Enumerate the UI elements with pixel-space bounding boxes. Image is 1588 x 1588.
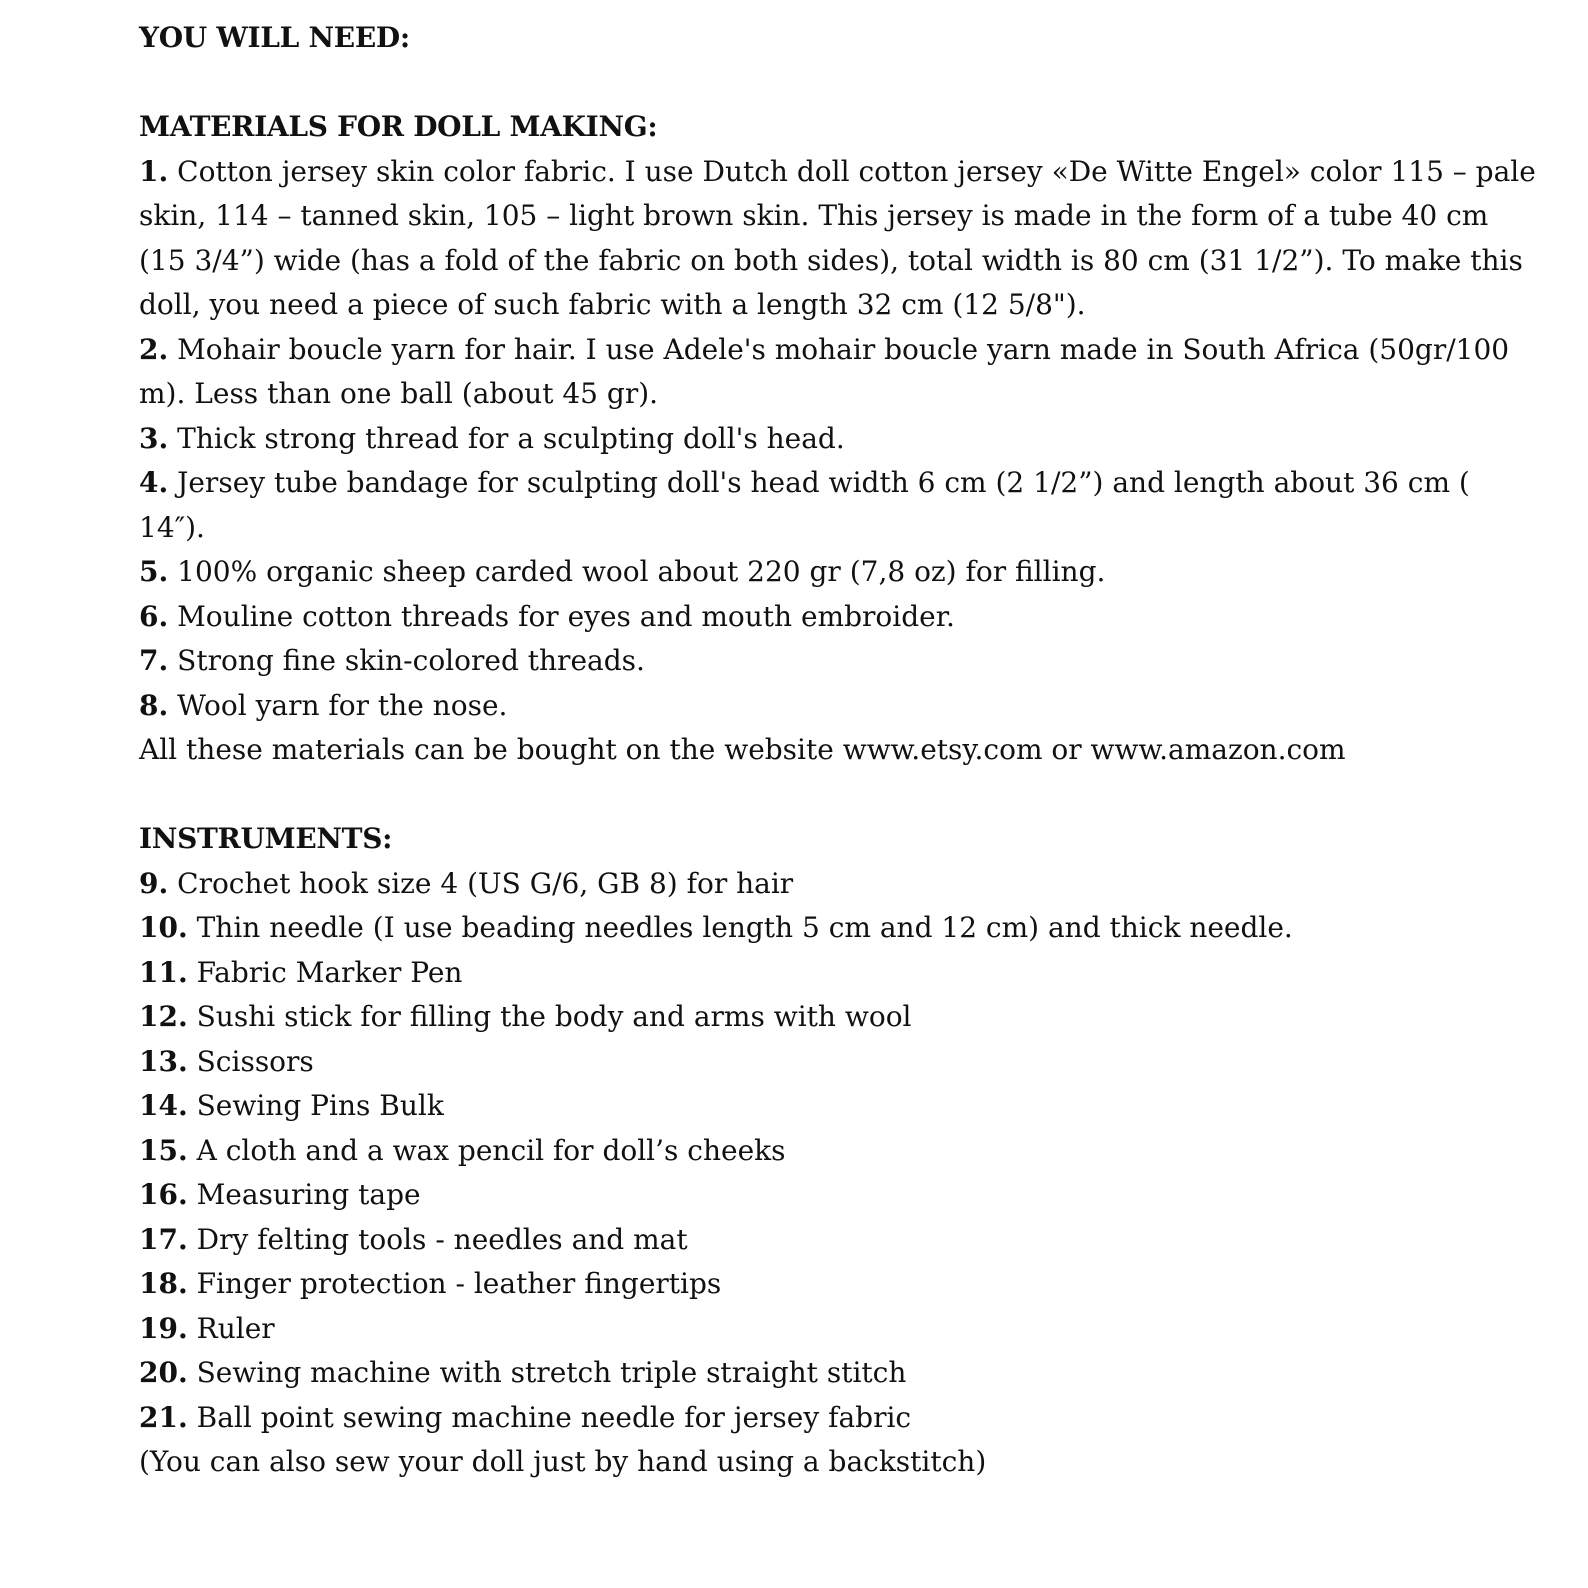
item-number: 10. [139, 911, 188, 944]
item-text: 100% organic sheep carded wool about 220 gr (7,8 oz) for filling. [177, 555, 1106, 588]
item-number: 13. [139, 1044, 188, 1078]
instrument-item [139, 862, 1539, 907]
instrument-item [139, 1351, 1539, 1396]
heading-materials: MATERIALS FOR DOLL MAKING: [139, 110, 658, 143]
instruments-hand-sewing-note: (You can also sew your doll just by hand using a backstitch) [139, 1445, 987, 1478]
item-text: Thin needle (I use beading needles length 5 cm and 12 cm) and thick needle. [196, 911, 1293, 944]
item-text: Finger protection - leather fingertips [196, 1267, 722, 1300]
item-number: 2. [139, 332, 169, 366]
material-item [139, 595, 1539, 640]
item-number: 12. [139, 1000, 188, 1033]
item-text: Jersey tube bandage for sculpting doll's head width 6 cm (2 1/2”) and length about 36 cm ( 14″). [139, 466, 1470, 544]
item-number: 19. [139, 1311, 188, 1345]
material-item [139, 461, 1539, 550]
item-number: 4. [139, 466, 169, 499]
item-text: A cloth and a wax pencil for doll’s cheeks [196, 1133, 786, 1167]
instrument-item [139, 1173, 1539, 1218]
item-number: 11. [139, 955, 188, 989]
material-item [139, 417, 1539, 462]
material-item [139, 328, 1539, 417]
item-number: 9. [139, 866, 169, 900]
material-item [139, 684, 1539, 729]
spacer [139, 61, 1539, 106]
item-text: Cotton jersey skin color fabric. I use Dutch doll cotton jersey «De Witte Engel» color 115 – pale skin, 114 – tanned skin, 105 – light brown skin. This jersey is made in the form of a tube 40 cm (15 3/4”) wide (has a fold of the fabric on both sides), total width is 80 cm (31 1/2”). To make this doll, you need a piece of such fabric with a length 32 cm (12 5/8"). [139, 154, 1536, 321]
material-item [139, 150, 1539, 328]
material-item [139, 550, 1539, 595]
item-text: Mohair boucle yarn for hair. I use Adele's mohair boucle yarn made in South Africa (50gr/100 m). Less than one ball (about 45 gr). [139, 332, 1510, 410]
heading-instruments: INSTRUMENTS: [139, 822, 393, 855]
item-number: 15. [139, 1133, 188, 1167]
instrument-item [139, 1262, 1539, 1307]
instrument-item [139, 1129, 1539, 1174]
item-number: 21. [139, 1400, 188, 1434]
instrument-item [139, 906, 1539, 951]
item-text: Sushi stick for filling the body and arms with wool [196, 1000, 912, 1033]
materials-purchase-note: All these materials can be bought on the website www.etsy.com or www.amazon.com [139, 733, 1346, 766]
instrument-item [139, 1218, 1539, 1263]
item-text: Crochet hook size 4 (US G/6, GB 8) for hair [177, 866, 794, 900]
item-number: 1. [139, 154, 169, 188]
instrument-item [139, 1307, 1539, 1352]
item-number: 14. [139, 1089, 188, 1122]
item-number: 3. [139, 421, 169, 455]
spacer [139, 773, 1539, 818]
instrument-item [139, 1396, 1539, 1441]
heading-you-will-need: YOU WILL NEED: [139, 21, 410, 54]
instrument-item [139, 995, 1539, 1040]
instrument-item [139, 1084, 1539, 1129]
instrument-item [139, 951, 1539, 996]
item-text: Fabric Marker Pen [196, 955, 463, 989]
item-text: Mouline cotton threads for eyes and mouth embroider. [177, 599, 955, 633]
item-text: Ruler [196, 1311, 275, 1345]
document-page [139, 16, 1539, 1485]
item-number: 6. [139, 599, 169, 633]
item-number: 17. [139, 1222, 188, 1256]
item-number: 18. [139, 1267, 188, 1300]
item-number: 8. [139, 688, 169, 722]
item-text: Scissors [196, 1044, 314, 1078]
item-number: 16. [139, 1178, 188, 1211]
item-number: 20. [139, 1356, 188, 1389]
item-text: Measuring tape [196, 1178, 421, 1211]
item-text: Sewing machine with stretch triple straight stitch [196, 1356, 907, 1389]
item-text: Wool yarn for the nose. [177, 688, 508, 722]
item-text: Thick strong thread for a sculpting doll's head. [177, 421, 845, 455]
item-text: Sewing Pins Bulk [196, 1089, 444, 1122]
item-text: Ball point sewing machine needle for jersey fabric [196, 1400, 912, 1434]
item-text: Dry felting tools - needles and mat [196, 1222, 688, 1256]
material-item [139, 639, 1539, 684]
instrument-item [139, 1040, 1539, 1085]
item-number: 7. [139, 644, 169, 677]
item-text: Strong fine skin-colored threads. [177, 644, 645, 677]
item-number: 5. [139, 555, 169, 588]
